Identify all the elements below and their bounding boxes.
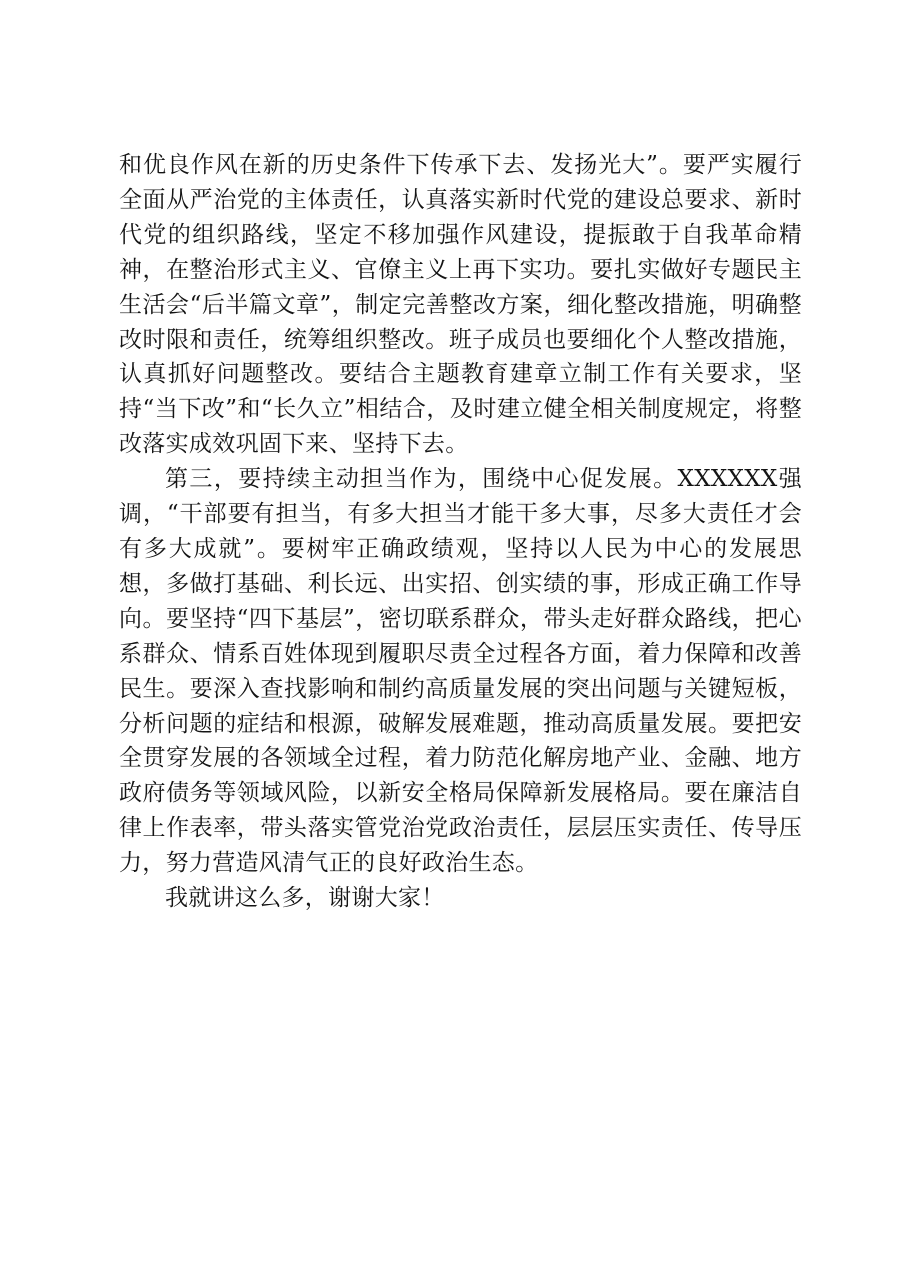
paragraph-third-point: 第三，要持续主动担当作为，围绕中心促发展。XXXXXX强调，“干部要有担当，有多大担当才能干多大事，尽多大责任才会有多大成就”。要树牢正确政绩观，坚持以人民为中心的发展思想，多做打基础、利长远、出实招、创实绩的事，形成正确工作导向。要坚持“四下基层”，密切联系群众，带头走好群众路线，把心系群众、情系百姓体现到履职尽责全过程各方面，着力保障和改善民生。要深入查找影响和制约高质量发展的突出问题与关键短板，分析问题的症结和根源，破解发展难题，推动高质量发展。要把安全贯穿发展的各领域全过程，着力防范化解房地产业、金融、地方政府债务等领域风险，以新安全格局保障新发展格局。要在廉洁自律上作表率，带头落实管党治党政治责任，层层压实责任、传导压力，努力营造风清气正的良好政治生态。 (119, 466, 802, 877)
paragraph-continuation: 和优良作风在新的历史条件下传承下去、发扬光大”。要严实履行全面从严治党的主体责任，认真落实新时代党的建设总要求、新时代党的组织路线，坚定不移加强作风建设，提振敢于自我革命精神，在整治形式主义、官僚主义上再下实功。要扎实做好专题民主生活会“后半篇文章”，制定完善整改方案，细化整改措施，明确整改时限和责任，统筹组织整改。班子成员也要细化个人整改措施，认真抓好问题整改。要结合主题教育建章立制工作有关要求，坚持“当下改”和“长久立”相结合，及时建立健全相关制度规定，将整改落实成效巩固下来、坚持下去。 (119, 152, 802, 458)
document-body (119, 148, 802, 916)
paragraph-closing: 我就讲这么多，谢谢大家！ (165, 885, 445, 912)
